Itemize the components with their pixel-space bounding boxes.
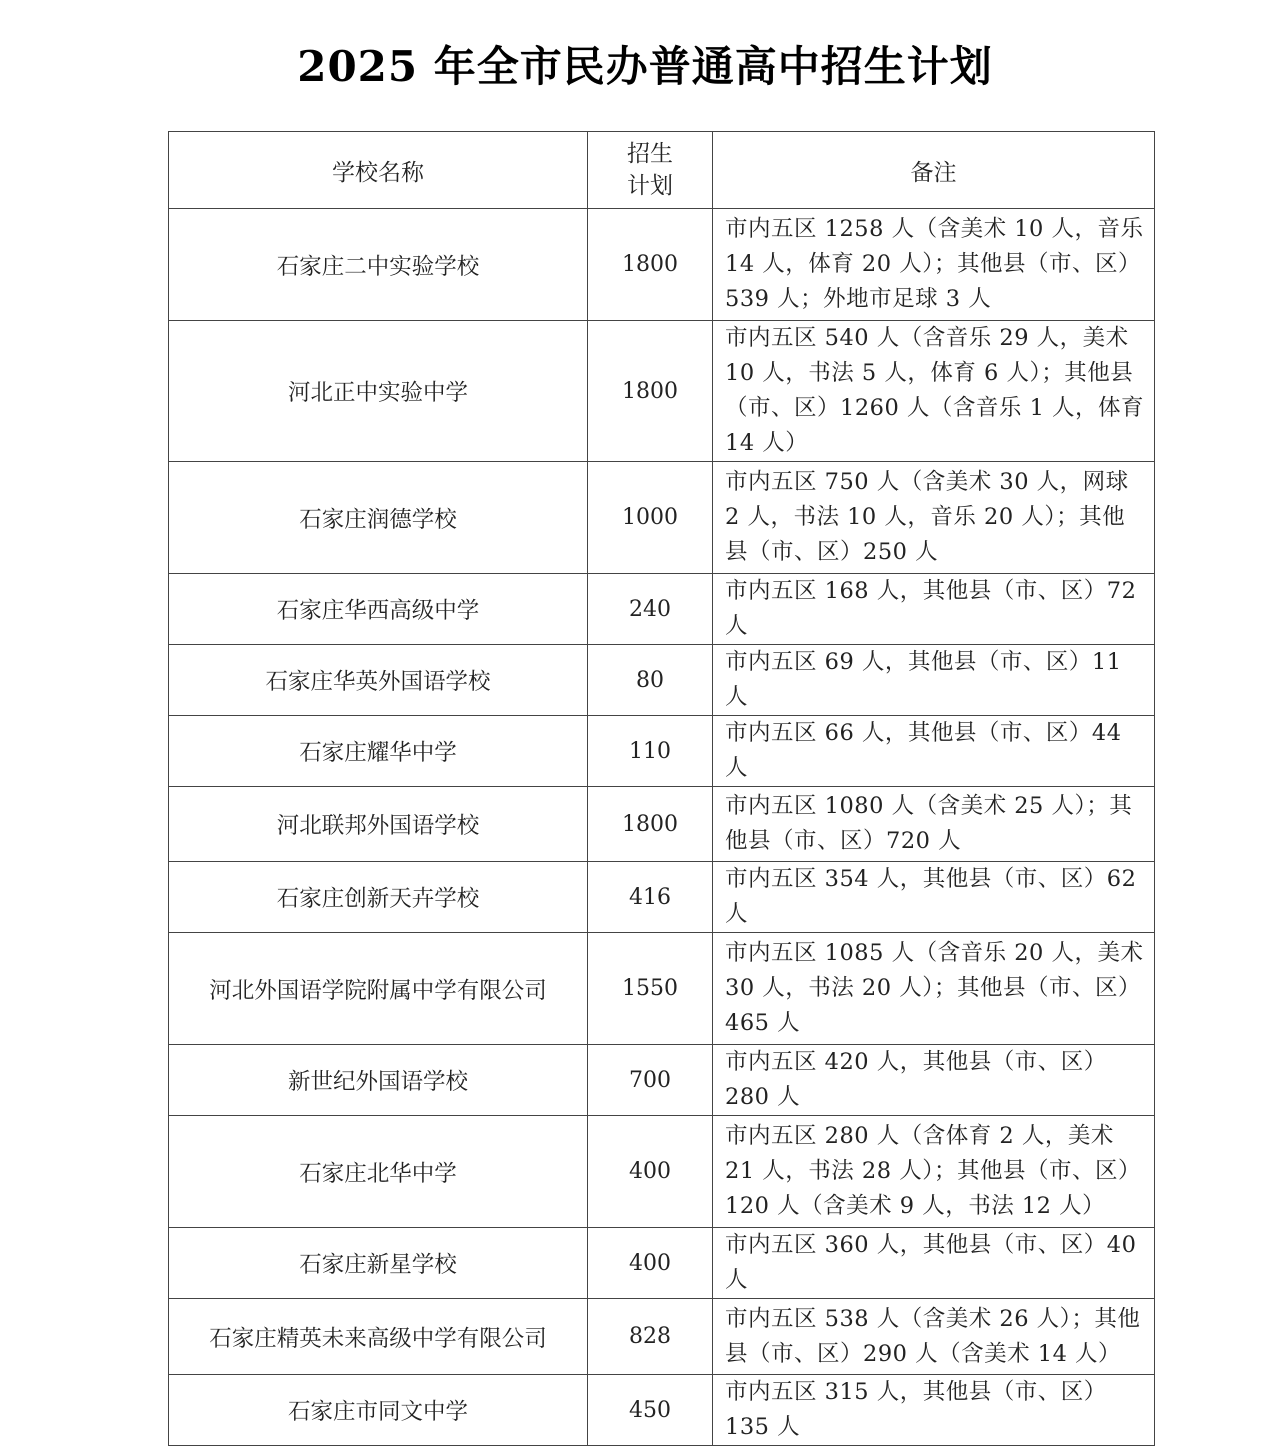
table-row bbox=[169, 321, 1155, 462]
table-row bbox=[169, 787, 1155, 862]
enrollment-plan-cell: 400 bbox=[588, 1228, 713, 1299]
school-name-cell: 石家庄精英未来高级中学有限公司 bbox=[169, 1299, 588, 1375]
document-title: 2025 年全市民办普通高中招生计划 bbox=[297, 42, 993, 91]
school-name-cell: 石家庄市同文中学 bbox=[169, 1375, 588, 1446]
remarks-cell: 市内五区 168 人，其他县（市、区）72 人 bbox=[713, 574, 1155, 645]
remarks-cell: 市内五区 66 人，其他县（市、区）44 人 bbox=[713, 716, 1155, 787]
school-name-cell: 石家庄华西高级中学 bbox=[169, 574, 588, 645]
table-row bbox=[169, 1116, 1155, 1228]
remarks-cell: 市内五区 280 人（含体育 2 人，美术 21 人，书法 28 人）；其他县（市、区）120 人（含美术 9 人，书法 12 人） bbox=[713, 1116, 1155, 1228]
table-row bbox=[169, 1299, 1155, 1375]
enrollment-plan-cell: 1800 bbox=[588, 209, 713, 321]
table-row bbox=[169, 462, 1155, 574]
school-name-cell: 河北正中实验中学 bbox=[169, 321, 588, 462]
remarks-cell: 市内五区 1085 人（含音乐 20 人，美术 30 人，书法 20 人）；其他县（市、区）465 人 bbox=[713, 933, 1155, 1045]
school-name-cell: 石家庄新星学校 bbox=[169, 1228, 588, 1299]
table-row bbox=[169, 209, 1155, 321]
remarks-cell: 市内五区 420 人，其他县（市、区）280 人 bbox=[713, 1045, 1155, 1116]
enrollment-plan-cell: 450 bbox=[588, 1375, 713, 1446]
enrollment-plan-cell: 1800 bbox=[588, 321, 713, 462]
remarks-cell: 市内五区 360 人，其他县（市、区）40 人 bbox=[713, 1228, 1155, 1299]
table-row bbox=[169, 1375, 1155, 1446]
header-school-name: 学校名称 bbox=[169, 132, 588, 209]
school-name-cell: 新世纪外国语学校 bbox=[169, 1045, 588, 1116]
school-name-cell: 石家庄华英外国语学校 bbox=[169, 645, 588, 716]
enrollment-plan-cell: 110 bbox=[588, 716, 713, 787]
header-remarks: 备注 bbox=[713, 132, 1155, 209]
remarks-cell: 市内五区 1258 人（含美术 10 人，音乐 14 人，体育 20 人）；其他县（市、区）539 人；外地市足球 3 人 bbox=[713, 209, 1155, 321]
enrollment-plan-table bbox=[168, 131, 1155, 1446]
table-row bbox=[169, 574, 1155, 645]
school-name-cell: 石家庄创新天卉学校 bbox=[169, 862, 588, 933]
school-name-cell: 石家庄北华中学 bbox=[169, 1116, 588, 1228]
header-plan-line1: 招生 bbox=[627, 141, 673, 167]
enrollment-plan-cell: 700 bbox=[588, 1045, 713, 1116]
enrollment-plan-cell: 828 bbox=[588, 1299, 713, 1375]
remarks-cell: 市内五区 540 人（含音乐 29 人，美术 10 人，书法 5 人，体育 6 人）；其他县（市、区）1260 人（含音乐 1 人，体育 14 人） bbox=[713, 321, 1155, 462]
enrollment-plan-cell: 240 bbox=[588, 574, 713, 645]
remarks-cell: 市内五区 354 人，其他县（市、区）62 人 bbox=[713, 862, 1155, 933]
table-row bbox=[169, 645, 1155, 716]
school-name-cell: 石家庄耀华中学 bbox=[169, 716, 588, 787]
enrollment-plan-cell: 1000 bbox=[588, 462, 713, 574]
enrollment-plan-cell: 1550 bbox=[588, 933, 713, 1045]
enrollment-plan-cell: 1800 bbox=[588, 787, 713, 862]
header-enrollment-plan bbox=[588, 132, 713, 209]
header-plan-line2: 计划 bbox=[627, 173, 673, 199]
table-row bbox=[169, 1228, 1155, 1299]
enrollment-plan-cell: 416 bbox=[588, 862, 713, 933]
school-name-cell: 石家庄润德学校 bbox=[169, 462, 588, 574]
table-row bbox=[169, 862, 1155, 933]
table-header-row bbox=[169, 132, 1155, 209]
table-row bbox=[169, 933, 1155, 1045]
school-name-cell: 河北联邦外国语学校 bbox=[169, 787, 588, 862]
remarks-cell: 市内五区 69 人，其他县（市、区）11 人 bbox=[713, 645, 1155, 716]
school-name-cell: 石家庄二中实验学校 bbox=[169, 209, 588, 321]
school-name-cell: 河北外国语学院附属中学有限公司 bbox=[169, 933, 588, 1045]
remarks-cell: 市内五区 538 人（含美术 26 人）；其他县（市、区）290 人（含美术 14 人） bbox=[713, 1299, 1155, 1375]
table-row bbox=[169, 716, 1155, 787]
remarks-cell: 市内五区 1080 人（含美术 25 人）；其他县（市、区）720 人 bbox=[713, 787, 1155, 862]
enrollment-plan-cell: 400 bbox=[588, 1116, 713, 1228]
enrollment-plan-cell: 80 bbox=[588, 645, 713, 716]
remarks-cell: 市内五区 315 人，其他县（市、区）135 人 bbox=[713, 1375, 1155, 1446]
table-row bbox=[169, 1045, 1155, 1116]
remarks-cell: 市内五区 750 人（含美术 30 人，网球 2 人，书法 10 人，音乐 20 人）；其他县（市、区）250 人 bbox=[713, 462, 1155, 574]
